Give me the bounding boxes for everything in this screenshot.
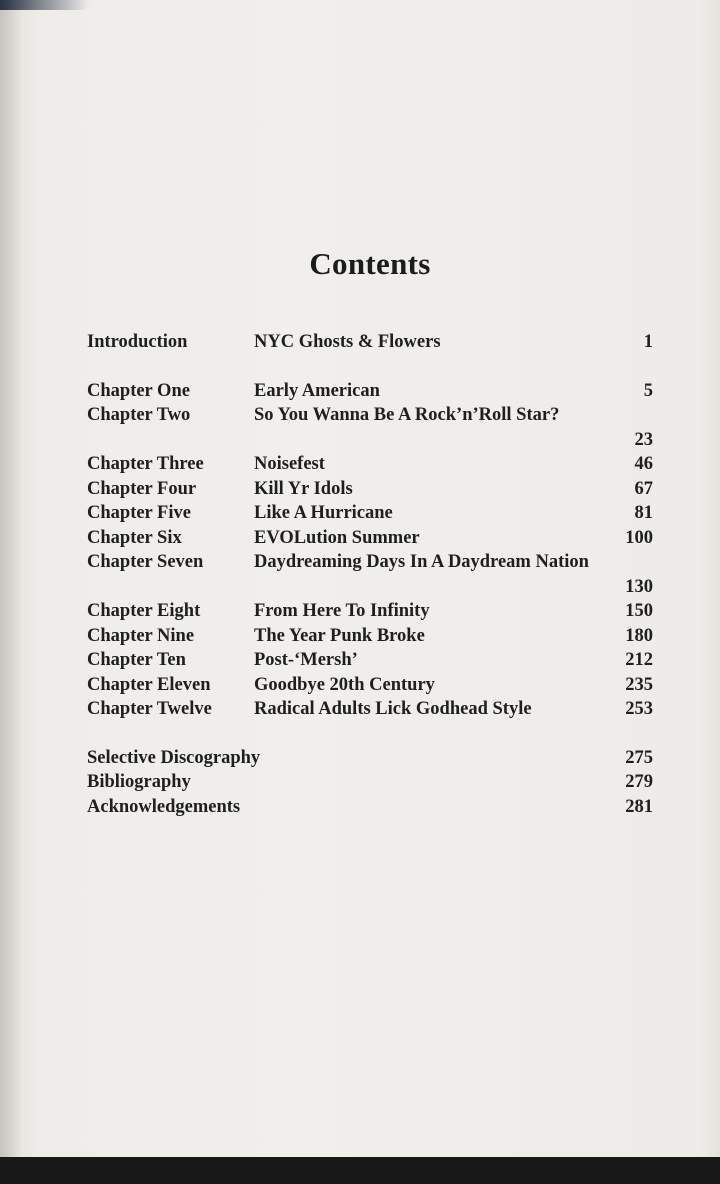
toc-chapter-title: Post-‘Mersh’ (254, 650, 358, 670)
toc-page-number: 100 (625, 527, 653, 548)
toc-chapter-title: EVOLution Summer (254, 527, 420, 548)
toc-entry-chapter-four (87, 477, 653, 502)
toc-chapter-title: Like A Hurricane (254, 503, 393, 523)
toc-entry-bibliography (87, 770, 653, 795)
toc-page-number: 5 (643, 380, 653, 401)
toc-appendix-label: Acknowledgements (87, 796, 241, 817)
toc-chapter-title: NYC Ghosts & Flowers (254, 332, 441, 352)
toc-chapter-label: Chapter Eleven (87, 674, 211, 695)
toc-chapter-title: Kill Yr Idols (254, 478, 353, 499)
toc-entry-discography (87, 746, 653, 771)
toc-page-number: 253 (625, 699, 653, 719)
toc-page-number: 81 (634, 503, 653, 523)
toc-page-number: 46 (634, 454, 653, 474)
spine-shadow (0, 0, 22, 1157)
toc-chapter-label: Chapter Seven (87, 552, 204, 572)
toc-entry-chapter-six (87, 526, 653, 551)
toc-page-number: 281 (625, 796, 653, 817)
toc-chapter-label: Chapter Three (87, 454, 204, 474)
page-title: Contents (309, 246, 431, 281)
toc-page-number: 130 (625, 576, 653, 597)
toc-chapter-title: So You Wanna Be A Rock’n’Roll Star? (254, 405, 560, 425)
toc-page-number: 1 (643, 332, 653, 352)
toc-chapter-title: Daydreaming Days In A Daydream Nation (254, 552, 589, 572)
toc-chapter-label: Chapter Six (87, 527, 182, 548)
toc-entry-introduction (87, 330, 653, 355)
toc-chapter-title: Noisefest (254, 454, 325, 474)
table-of-contents (87, 330, 653, 819)
toc-entry-acknowledgements (87, 795, 653, 820)
toc-entry-chapter-nine (87, 624, 653, 649)
toc-chapter-title: Goodbye 20th Century (254, 674, 435, 695)
toc-page-number: 212 (625, 650, 653, 670)
toc-entry-chapter-seven (87, 550, 653, 599)
toc-entry-chapter-twelve (87, 697, 653, 722)
top-edge-shadow (0, 0, 90, 10)
toc-appendix-label: Selective Discography (87, 747, 261, 768)
toc-page-number: 150 (625, 601, 653, 621)
toc-entry-chapter-three (87, 452, 653, 477)
toc-chapter-label: Chapter Nine (87, 625, 195, 646)
toc-chapter-label: Chapter Eight (87, 601, 201, 621)
toc-chapter-label: Introduction (87, 332, 188, 352)
toc-page-number: 180 (625, 625, 653, 646)
toc-page-number: 23 (634, 429, 653, 450)
toc-entry-chapter-eight (87, 599, 653, 624)
toc-chapter-title: Radical Adults Lick Godhead Style (254, 699, 532, 719)
toc-chapter-title: Early American (254, 380, 380, 401)
toc-entry-chapter-one (87, 379, 653, 404)
toc-chapter-label: Chapter One (87, 380, 190, 401)
toc-chapter-label: Chapter Twelve (87, 699, 212, 719)
toc-page-number: 235 (625, 674, 653, 695)
toc-entry-chapter-two (87, 403, 653, 452)
toc-chapter-label: Chapter Four (87, 478, 197, 499)
toc-appendix-label: Bibliography (87, 772, 191, 792)
scan-bottom-edge (0, 1157, 720, 1184)
toc-chapter-title: The Year Punk Broke (254, 625, 425, 646)
toc-page-number: 275 (625, 747, 653, 768)
toc-chapter-title: From Here To Infinity (254, 601, 430, 621)
toc-page-number: 67 (634, 478, 653, 499)
toc-page-number: 279 (625, 772, 653, 792)
toc-chapter-label: Chapter Two (87, 405, 191, 425)
toc-entry-chapter-eleven (87, 673, 653, 698)
toc-chapter-label: Chapter Ten (87, 650, 186, 670)
toc-chapter-label: Chapter Five (87, 503, 191, 523)
toc-entry-chapter-ten (87, 648, 653, 673)
toc-entry-chapter-five (87, 501, 653, 526)
